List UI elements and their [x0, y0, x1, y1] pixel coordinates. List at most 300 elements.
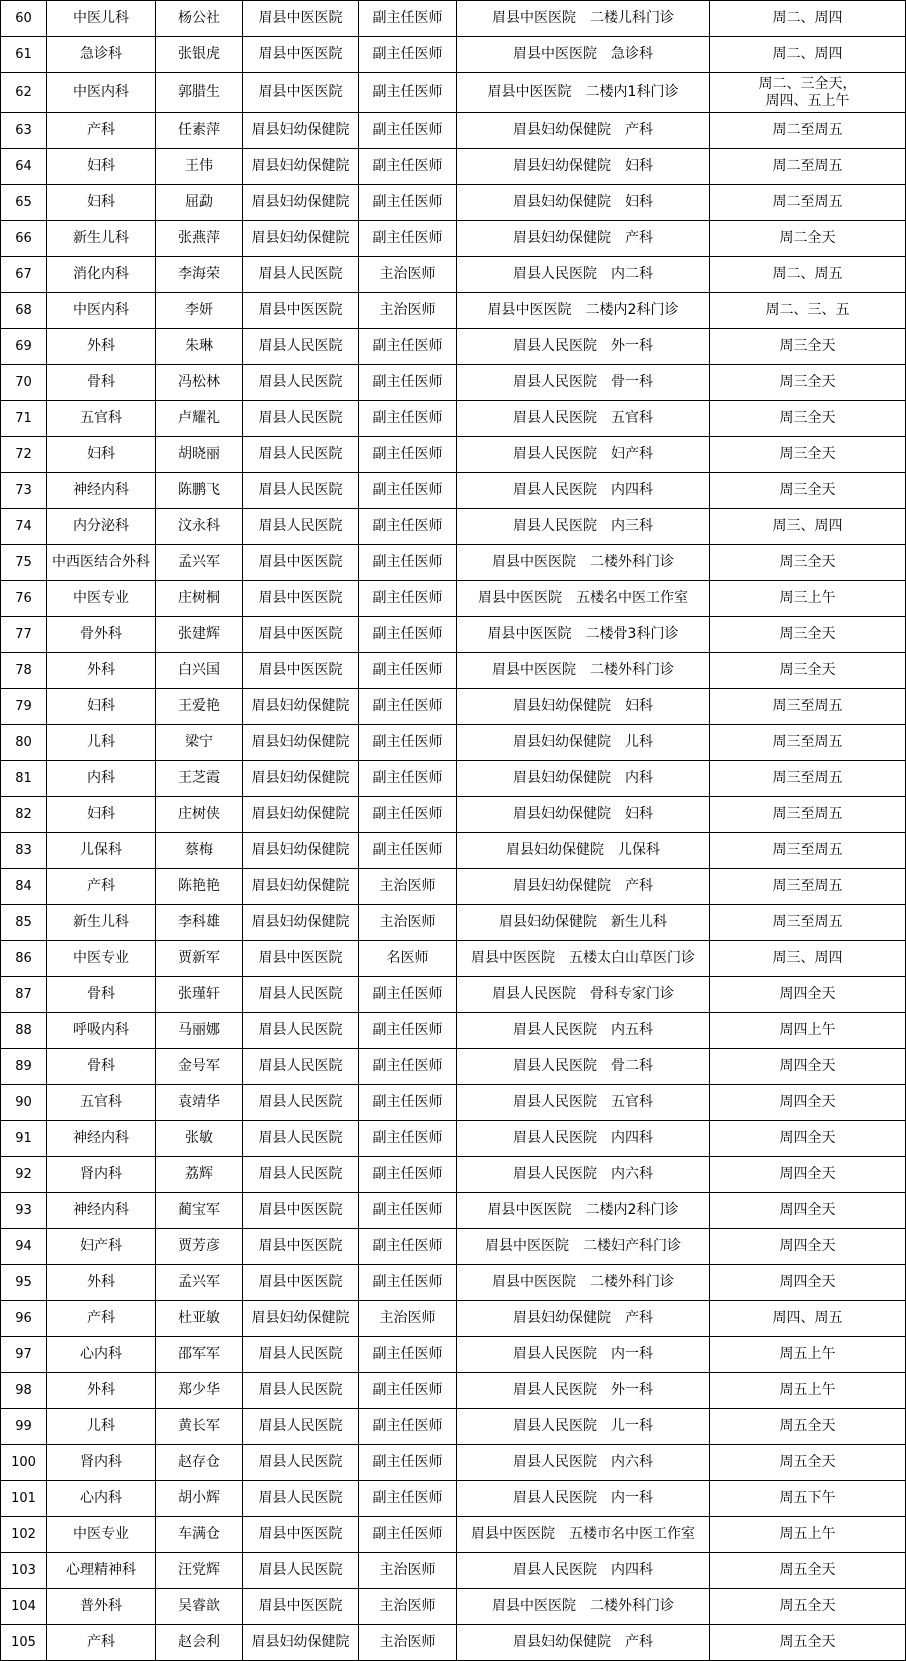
- table-row: [1, 73, 906, 113]
- department-cell: 骨科: [47, 977, 156, 1013]
- hospital-cell: 眉县妇幼保健院: [243, 113, 359, 149]
- row-number-cell: 91: [1, 1121, 47, 1157]
- title-cell: 名医师: [359, 941, 457, 977]
- title-cell: 副主任医师: [359, 113, 457, 149]
- row-number-cell: 68: [1, 293, 47, 329]
- row-number-cell: 80: [1, 725, 47, 761]
- location-cell: 眉县妇幼保健院 产科: [457, 221, 710, 257]
- table-row: [1, 941, 906, 977]
- doctor-name-cell: 赵会利: [156, 1625, 243, 1661]
- department-cell: 神经内科: [47, 1121, 156, 1157]
- title-cell: 副主任医师: [359, 1121, 457, 1157]
- row-number-cell: 102: [1, 1517, 47, 1553]
- table-row: [1, 905, 906, 941]
- location-cell: 眉县人民医院 五官科: [457, 401, 710, 437]
- schedule-time-cell: 周四全天: [710, 1157, 906, 1193]
- row-number-cell: 86: [1, 941, 47, 977]
- hospital-cell: 眉县妇幼保健院: [243, 689, 359, 725]
- schedule-time-cell: 周四全天: [710, 1049, 906, 1085]
- row-number-cell: 67: [1, 257, 47, 293]
- schedule-time-cell: 周四全天: [710, 1229, 906, 1265]
- doctor-name-cell: 张建辉: [156, 617, 243, 653]
- department-cell: 肾内科: [47, 1157, 156, 1193]
- location-cell: 眉县中医医院 二楼儿科门诊: [457, 1, 710, 37]
- hospital-cell: 眉县中医医院: [243, 1265, 359, 1301]
- schedule-time-cell: 周二、三全天， 周四、五上午: [710, 73, 906, 113]
- table-row: [1, 149, 906, 185]
- location-cell: 眉县人民医院 儿一科: [457, 1409, 710, 1445]
- row-number-cell: 93: [1, 1193, 47, 1229]
- title-cell: 副主任医师: [359, 1157, 457, 1193]
- location-cell: 眉县人民医院 内四科: [457, 1121, 710, 1157]
- location-cell: 眉县妇幼保健院 妇科: [457, 797, 710, 833]
- hospital-cell: 眉县中医医院: [243, 293, 359, 329]
- row-number-cell: 95: [1, 1265, 47, 1301]
- table-row: [1, 1229, 906, 1265]
- hospital-cell: 眉县人民医院: [243, 1157, 359, 1193]
- table-row: [1, 977, 906, 1013]
- location-cell: 眉县人民医院 内六科: [457, 1157, 710, 1193]
- row-number-cell: 100: [1, 1445, 47, 1481]
- row-number-cell: 69: [1, 329, 47, 365]
- hospital-cell: 眉县中医医院: [243, 581, 359, 617]
- row-number-cell: 62: [1, 73, 47, 113]
- department-cell: 中医专业: [47, 941, 156, 977]
- schedule-time-cell: 周三至周五: [710, 761, 906, 797]
- hospital-cell: 眉县人民医院: [243, 1085, 359, 1121]
- row-number-cell: 99: [1, 1409, 47, 1445]
- doctor-name-cell: 张银虎: [156, 37, 243, 73]
- department-cell: 儿保科: [47, 833, 156, 869]
- doctor-name-cell: 冯松林: [156, 365, 243, 401]
- doctor-name-cell: 孟兴军: [156, 545, 243, 581]
- doctor-name-cell: 贾新军: [156, 941, 243, 977]
- department-cell: 内科: [47, 761, 156, 797]
- hospital-cell: 眉县人民医院: [243, 1445, 359, 1481]
- row-number-cell: 63: [1, 113, 47, 149]
- schedule-time-cell: 周三、周四: [710, 509, 906, 545]
- hospital-cell: 眉县人民医院: [243, 401, 359, 437]
- hospital-cell: 眉县中医医院: [243, 653, 359, 689]
- location-cell: 眉县妇幼保健院 产科: [457, 869, 710, 905]
- row-number-cell: 76: [1, 581, 47, 617]
- doctor-name-cell: 郑少华: [156, 1373, 243, 1409]
- table-row: [1, 473, 906, 509]
- row-number-cell: 78: [1, 653, 47, 689]
- location-cell: 眉县人民医院 内一科: [457, 1481, 710, 1517]
- table-row: [1, 1409, 906, 1445]
- row-number-cell: 70: [1, 365, 47, 401]
- location-cell: 眉县人民医院 外一科: [457, 1373, 710, 1409]
- location-cell: 眉县妇幼保健院 产科: [457, 1625, 710, 1661]
- title-cell: 副主任医师: [359, 545, 457, 581]
- schedule-time-cell: 周四全天: [710, 1085, 906, 1121]
- table-row: [1, 761, 906, 797]
- hospital-cell: 眉县妇幼保健院: [243, 1625, 359, 1661]
- doctor-name-cell: 张燕萍: [156, 221, 243, 257]
- title-cell: 副主任医师: [359, 1229, 457, 1265]
- table-row: [1, 113, 906, 149]
- schedule-time-cell: 周三至周五: [710, 833, 906, 869]
- location-cell: 眉县中医医院 二楼内1科门诊: [457, 73, 710, 113]
- department-cell: 神经内科: [47, 473, 156, 509]
- hospital-cell: 眉县人民医院: [243, 1409, 359, 1445]
- department-cell: 外科: [47, 653, 156, 689]
- table-row: [1, 725, 906, 761]
- department-cell: 心理精神科: [47, 1553, 156, 1589]
- department-cell: 妇科: [47, 185, 156, 221]
- row-number-cell: 65: [1, 185, 47, 221]
- department-cell: 内分泌科: [47, 509, 156, 545]
- department-cell: 神经内科: [47, 1193, 156, 1229]
- schedule-time-cell: 周五全天: [710, 1409, 906, 1445]
- schedule-time-cell: 周三至周五: [710, 797, 906, 833]
- table-row: [1, 617, 906, 653]
- row-number-cell: 88: [1, 1013, 47, 1049]
- schedule-time-cell: 周二至周五: [710, 185, 906, 221]
- table-row: [1, 1589, 906, 1625]
- schedule-time-cell: 周三、周四: [710, 941, 906, 977]
- schedule-time-cell: 周三全天: [710, 401, 906, 437]
- table-row: [1, 1013, 906, 1049]
- doctor-name-cell: 庄树桐: [156, 581, 243, 617]
- location-cell: 眉县中医医院 二楼外科门诊: [457, 1265, 710, 1301]
- table-row: [1, 1157, 906, 1193]
- row-number-cell: 89: [1, 1049, 47, 1085]
- row-number-cell: 103: [1, 1553, 47, 1589]
- location-cell: 眉县中医医院 二楼内2科门诊: [457, 1193, 710, 1229]
- doctor-name-cell: 陈鹏飞: [156, 473, 243, 509]
- row-number-cell: 60: [1, 1, 47, 37]
- row-number-cell: 74: [1, 509, 47, 545]
- department-cell: 五官科: [47, 1085, 156, 1121]
- title-cell: 副主任医师: [359, 653, 457, 689]
- schedule-time-cell: 周二至周五: [710, 113, 906, 149]
- doctor-name-cell: 白兴国: [156, 653, 243, 689]
- hospital-cell: 眉县中医医院: [243, 73, 359, 113]
- department-cell: 急诊科: [47, 37, 156, 73]
- row-number-cell: 61: [1, 37, 47, 73]
- schedule-time-cell: 周四全天: [710, 1265, 906, 1301]
- doctor-name-cell: 车满仓: [156, 1517, 243, 1553]
- department-cell: 产科: [47, 869, 156, 905]
- row-number-cell: 97: [1, 1337, 47, 1373]
- title-cell: 副主任医师: [359, 37, 457, 73]
- title-cell: 副主任医师: [359, 329, 457, 365]
- doctor-name-cell: 屈勐: [156, 185, 243, 221]
- location-cell: 眉县中医医院 二楼妇产科门诊: [457, 1229, 710, 1265]
- title-cell: 副主任医师: [359, 1013, 457, 1049]
- hospital-cell: 眉县人民医院: [243, 1481, 359, 1517]
- schedule-time-cell: 周五全天: [710, 1625, 906, 1661]
- department-cell: 中医儿科: [47, 1, 156, 37]
- schedule-time-cell: 周三至周五: [710, 689, 906, 725]
- location-cell: 眉县人民医院 妇产科: [457, 437, 710, 473]
- doctor-name-cell: 邵军军: [156, 1337, 243, 1373]
- hospital-cell: 眉县人民医院: [243, 473, 359, 509]
- doctor-name-cell: 马丽娜: [156, 1013, 243, 1049]
- table-row: [1, 545, 906, 581]
- schedule-time-cell: 周二至周五: [710, 149, 906, 185]
- location-cell: 眉县中医医院 二楼骨3科门诊: [457, 617, 710, 653]
- department-cell: 消化内科: [47, 257, 156, 293]
- schedule-time-cell: 周三全天: [710, 473, 906, 509]
- title-cell: 副主任医师: [359, 977, 457, 1013]
- department-cell: 肾内科: [47, 1445, 156, 1481]
- row-number-cell: 98: [1, 1373, 47, 1409]
- row-number-cell: 84: [1, 869, 47, 905]
- table-row: [1, 1085, 906, 1121]
- title-cell: 主治医师: [359, 1553, 457, 1589]
- schedule-time-cell: 周三全天: [710, 329, 906, 365]
- schedule-time-cell: 周五上午: [710, 1337, 906, 1373]
- title-cell: 副主任医师: [359, 509, 457, 545]
- doctor-name-cell: 荔辉: [156, 1157, 243, 1193]
- doctor-name-cell: 张敏: [156, 1121, 243, 1157]
- table-row: [1, 1517, 906, 1553]
- location-cell: 眉县妇幼保健院 产科: [457, 1301, 710, 1337]
- department-cell: 心内科: [47, 1337, 156, 1373]
- table-body: [1, 1, 906, 1661]
- location-cell: 眉县中医医院 二楼外科门诊: [457, 653, 710, 689]
- department-cell: 普外科: [47, 1589, 156, 1625]
- title-cell: 副主任医师: [359, 725, 457, 761]
- hospital-cell: 眉县妇幼保健院: [243, 869, 359, 905]
- row-number-cell: 75: [1, 545, 47, 581]
- department-cell: 骨外科: [47, 617, 156, 653]
- table-row: [1, 1, 906, 37]
- location-cell: 眉县人民医院 内四科: [457, 473, 710, 509]
- table-row: [1, 1337, 906, 1373]
- department-cell: 外科: [47, 1265, 156, 1301]
- department-cell: 中西医结合外科: [47, 545, 156, 581]
- title-cell: 副主任医师: [359, 73, 457, 113]
- table-row: [1, 509, 906, 545]
- table-row: [1, 401, 906, 437]
- department-cell: 中医专业: [47, 1517, 156, 1553]
- doctor-name-cell: 任素萍: [156, 113, 243, 149]
- hospital-cell: 眉县人民医院: [243, 1337, 359, 1373]
- title-cell: 副主任医师: [359, 1409, 457, 1445]
- title-cell: 副主任医师: [359, 1049, 457, 1085]
- hospital-cell: 眉县妇幼保健院: [243, 833, 359, 869]
- doctor-name-cell: 吴睿歆: [156, 1589, 243, 1625]
- table-row: [1, 869, 906, 905]
- table-row: [1, 293, 906, 329]
- location-cell: 眉县妇幼保健院 妇科: [457, 689, 710, 725]
- location-cell: 眉县中医医院 二楼外科门诊: [457, 1589, 710, 1625]
- row-number-cell: 101: [1, 1481, 47, 1517]
- row-number-cell: 73: [1, 473, 47, 509]
- doctor-name-cell: 王芝霞: [156, 761, 243, 797]
- table-row: [1, 689, 906, 725]
- table-row: [1, 1301, 906, 1337]
- title-cell: 副主任医师: [359, 185, 457, 221]
- title-cell: 主治医师: [359, 293, 457, 329]
- table-row: [1, 1481, 906, 1517]
- hospital-cell: 眉县妇幼保健院: [243, 761, 359, 797]
- table-row: [1, 653, 906, 689]
- location-cell: 眉县中医医院 二楼外科门诊: [457, 545, 710, 581]
- schedule-time-cell: 周五全天: [710, 1589, 906, 1625]
- department-cell: 妇科: [47, 149, 156, 185]
- location-cell: 眉县中医医院 急诊科: [457, 37, 710, 73]
- title-cell: 副主任医师: [359, 1337, 457, 1373]
- row-number-cell: 72: [1, 437, 47, 473]
- hospital-cell: 眉县人民医院: [243, 509, 359, 545]
- location-cell: 眉县人民医院 内一科: [457, 1337, 710, 1373]
- schedule-time-cell: 周五上午: [710, 1373, 906, 1409]
- schedule-time-cell: 周三全天: [710, 617, 906, 653]
- table-row: [1, 365, 906, 401]
- schedule-time-cell: 周三全天: [710, 545, 906, 581]
- schedule-time-cell: 周三全天: [710, 437, 906, 473]
- doctor-name-cell: 汶永科: [156, 509, 243, 545]
- title-cell: 主治医师: [359, 257, 457, 293]
- title-cell: 副主任医师: [359, 581, 457, 617]
- row-number-cell: 90: [1, 1085, 47, 1121]
- table-row: [1, 1553, 906, 1589]
- title-cell: 副主任医师: [359, 797, 457, 833]
- doctor-name-cell: 张瑾轩: [156, 977, 243, 1013]
- department-cell: 心内科: [47, 1481, 156, 1517]
- title-cell: 副主任医师: [359, 1373, 457, 1409]
- department-cell: 骨科: [47, 1049, 156, 1085]
- hospital-cell: 眉县人民医院: [243, 977, 359, 1013]
- location-cell: 眉县人民医院 五官科: [457, 1085, 710, 1121]
- table-row: [1, 1049, 906, 1085]
- department-cell: 产科: [47, 113, 156, 149]
- schedule-time-cell: 周四上午: [710, 1013, 906, 1049]
- doctor-name-cell: 李妍: [156, 293, 243, 329]
- hospital-cell: 眉县中医医院: [243, 1229, 359, 1265]
- title-cell: 副主任医师: [359, 1445, 457, 1481]
- location-cell: 眉县人民医院 内六科: [457, 1445, 710, 1481]
- doctor-name-cell: 袁靖华: [156, 1085, 243, 1121]
- hospital-cell: 眉县妇幼保健院: [243, 221, 359, 257]
- hospital-cell: 眉县中医医院: [243, 1193, 359, 1229]
- schedule-time-cell: 周五全天: [710, 1553, 906, 1589]
- doctor-name-cell: 李海荣: [156, 257, 243, 293]
- row-number-cell: 87: [1, 977, 47, 1013]
- doctor-name-cell: 陈艳艳: [156, 869, 243, 905]
- doctor-name-cell: 梁宁: [156, 725, 243, 761]
- department-cell: 中医专业: [47, 581, 156, 617]
- doctor-name-cell: 王伟: [156, 149, 243, 185]
- hospital-cell: 眉县妇幼保健院: [243, 1301, 359, 1337]
- hospital-cell: 眉县妇幼保健院: [243, 905, 359, 941]
- table-row: [1, 37, 906, 73]
- doctor-name-cell: 贾芳彦: [156, 1229, 243, 1265]
- row-number-cell: 96: [1, 1301, 47, 1337]
- schedule-time-cell: 周三上午: [710, 581, 906, 617]
- location-cell: 眉县妇幼保健院 新生儿科: [457, 905, 710, 941]
- doctor-name-cell: 王爱艳: [156, 689, 243, 725]
- title-cell: 副主任医师: [359, 1517, 457, 1553]
- department-cell: 外科: [47, 329, 156, 365]
- department-cell: 产科: [47, 1625, 156, 1661]
- doctor-name-cell: 胡晓丽: [156, 437, 243, 473]
- table-row: [1, 833, 906, 869]
- title-cell: 副主任医师: [359, 401, 457, 437]
- department-cell: 新生儿科: [47, 221, 156, 257]
- title-cell: 副主任医师: [359, 149, 457, 185]
- department-cell: 妇科: [47, 437, 156, 473]
- doctor-name-cell: 庄树侠: [156, 797, 243, 833]
- hospital-cell: 眉县中医医院: [243, 545, 359, 581]
- hospital-cell: 眉县人民医院: [243, 1553, 359, 1589]
- title-cell: 副主任医师: [359, 1265, 457, 1301]
- location-cell: 眉县中医医院 五楼太白山草医门诊: [457, 941, 710, 977]
- hospital-cell: 眉县妇幼保健院: [243, 185, 359, 221]
- department-cell: 新生儿科: [47, 905, 156, 941]
- row-number-cell: 77: [1, 617, 47, 653]
- hospital-cell: 眉县中医医院: [243, 37, 359, 73]
- row-number-cell: 71: [1, 401, 47, 437]
- schedule-time-cell: 周三全天: [710, 653, 906, 689]
- table-row: [1, 221, 906, 257]
- department-cell: 妇科: [47, 797, 156, 833]
- table-row: [1, 185, 906, 221]
- location-cell: 眉县妇幼保健院 儿保科: [457, 833, 710, 869]
- row-number-cell: 94: [1, 1229, 47, 1265]
- row-number-cell: 83: [1, 833, 47, 869]
- hospital-cell: 眉县人民医院: [243, 1013, 359, 1049]
- schedule-time-cell: 周五全天: [710, 1445, 906, 1481]
- location-cell: 眉县中医医院 五楼市名中医工作室: [457, 1517, 710, 1553]
- doctor-name-cell: 杨公社: [156, 1, 243, 37]
- table-row: [1, 1121, 906, 1157]
- location-cell: 眉县妇幼保健院 儿科: [457, 725, 710, 761]
- row-number-cell: 92: [1, 1157, 47, 1193]
- schedule-time-cell: 周四全天: [710, 977, 906, 1013]
- schedule-time-cell: 周五下午: [710, 1481, 906, 1517]
- hospital-cell: 眉县人民医院: [243, 329, 359, 365]
- title-cell: 副主任医师: [359, 617, 457, 653]
- doctor-name-cell: 杜亚敏: [156, 1301, 243, 1337]
- schedule-time-cell: 周二全天: [710, 221, 906, 257]
- title-cell: 主治医师: [359, 869, 457, 905]
- location-cell: 眉县妇幼保健院 产科: [457, 113, 710, 149]
- schedule-time-cell: 周二、周四: [710, 37, 906, 73]
- schedule-time-cell: 周四全天: [710, 1193, 906, 1229]
- row-number-cell: 81: [1, 761, 47, 797]
- doctor-name-cell: 朱琳: [156, 329, 243, 365]
- row-number-cell: 105: [1, 1625, 47, 1661]
- schedule-time-cell: 周二、周四: [710, 1, 906, 37]
- title-cell: 副主任医师: [359, 833, 457, 869]
- table-row: [1, 329, 906, 365]
- department-cell: 外科: [47, 1373, 156, 1409]
- hospital-cell: 眉县中医医院: [243, 1517, 359, 1553]
- location-cell: 眉县中医医院 二楼内2科门诊: [457, 293, 710, 329]
- location-cell: 眉县妇幼保健院 妇科: [457, 185, 710, 221]
- doctor-name-cell: 黄长军: [156, 1409, 243, 1445]
- location-cell: 眉县中医医院 五楼名中医工作室: [457, 581, 710, 617]
- doctor-name-cell: 赵存仓: [156, 1445, 243, 1481]
- location-cell: 眉县人民医院 骨二科: [457, 1049, 710, 1085]
- location-cell: 眉县人民医院 外一科: [457, 329, 710, 365]
- table-row: [1, 1373, 906, 1409]
- schedule-time-cell: 周四、周五: [710, 1301, 906, 1337]
- hospital-cell: 眉县中医医院: [243, 1, 359, 37]
- hospital-cell: 眉县人民医院: [243, 1121, 359, 1157]
- row-number-cell: 79: [1, 689, 47, 725]
- location-cell: 眉县妇幼保健院 内科: [457, 761, 710, 797]
- table-row: [1, 581, 906, 617]
- hospital-cell: 眉县人民医院: [243, 365, 359, 401]
- department-cell: 妇科: [47, 689, 156, 725]
